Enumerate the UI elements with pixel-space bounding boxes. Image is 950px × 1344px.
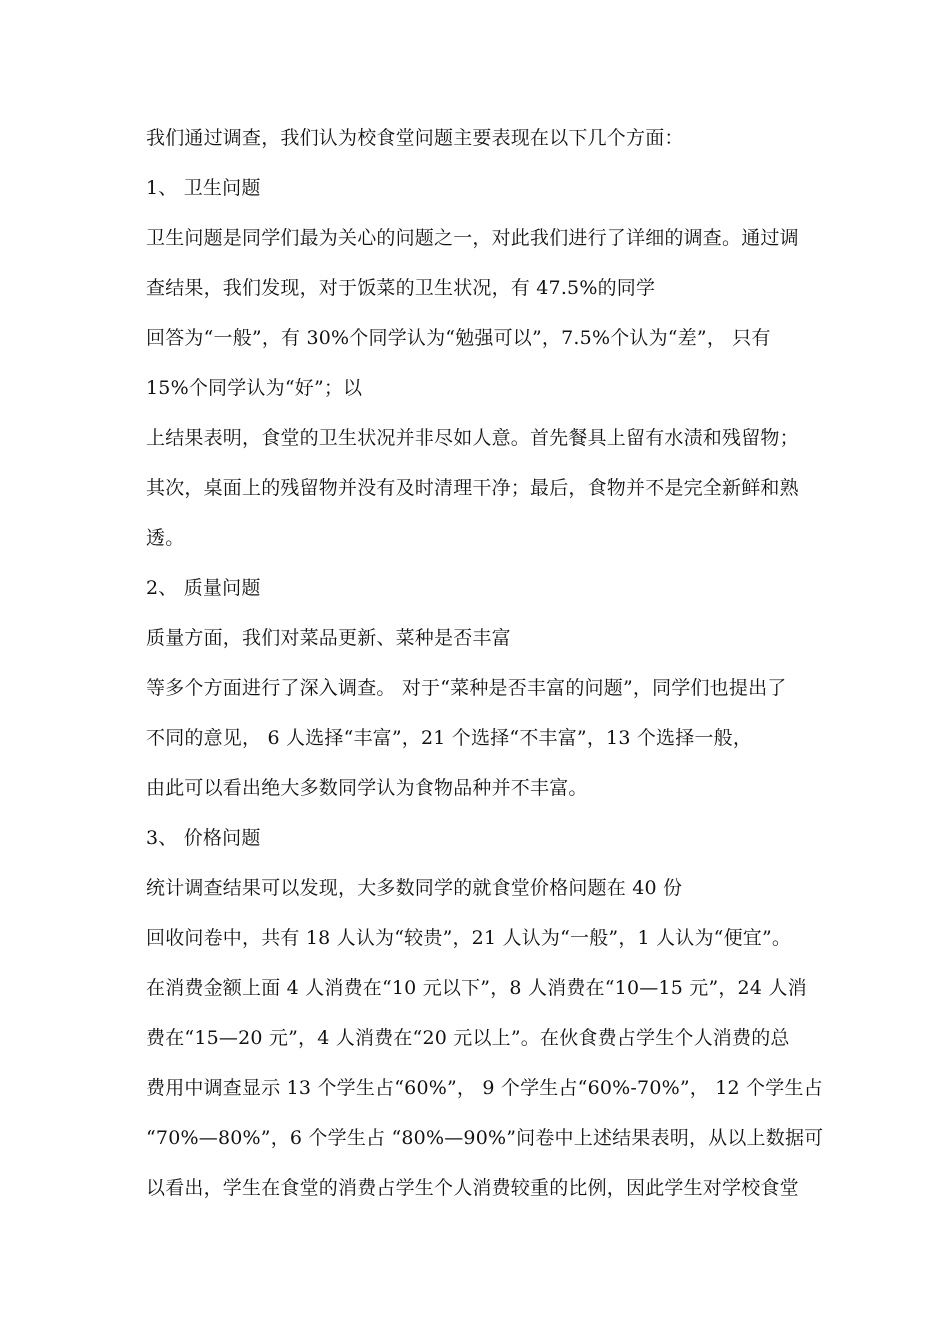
quality-paragraph-line: 质量方面，我们对菜品更新、菜种是否丰富 xyxy=(146,627,511,649)
hygiene-paragraph-line: 15%个同学认为“好”；以 xyxy=(146,377,363,399)
quality-paragraph-line: 等多个方面进行了深入调查。 对于“菜种是否丰富的问题”，同学们也提出了 xyxy=(146,677,787,699)
section-heading-quality: 2、 质量问题 xyxy=(146,577,261,599)
hygiene-paragraph-line: 其次，桌面上的残留物并没有及时清理干净；最后，食物并不是完全新鲜和熟 xyxy=(146,477,799,499)
price-paragraph-line: 在消费金额上面 4 人消费在“10 元以下”，8 人消费在“10—15 元”，24 人消 xyxy=(146,977,807,999)
hygiene-paragraph-line: 查结果，我们发现，对于饭菜的卫生状况，有 47.5%的同学 xyxy=(146,277,656,299)
section-heading-price: 3、 价格问题 xyxy=(146,827,261,849)
hygiene-paragraph-line: 卫生问题是同学们最为关心的问题之一，对此我们进行了详细的调查。通过调 xyxy=(146,227,799,249)
price-paragraph-line: 费在“15—20 元”，4 人消费在“20 元以上”。在伙食费占学生个人消费的总 xyxy=(146,1027,790,1049)
intro-paragraph-line: 我们通过调查，我们认为校食堂问题主要表现在以下几个方面： xyxy=(146,127,684,149)
hygiene-paragraph-line: 透。 xyxy=(146,527,185,549)
section-heading-hygiene: 1、 卫生问题 xyxy=(146,177,261,199)
price-paragraph-line: “70%—80%”，6 个学生占 “80%—90%”问卷中上述结果表明，从以上数据可 xyxy=(146,1127,824,1149)
price-paragraph-line: 以看出，学生在食堂的消费占学生个人消费较重的比例，因此学生对学校食堂 xyxy=(146,1177,799,1199)
price-paragraph-line: 费用中调查显示 13 个学生占“60%”， 9 个学生占“60%-70%”， 12 个学生占 xyxy=(146,1077,823,1099)
quality-paragraph-line: 由此可以看出绝大多数同学认为食物品种并不丰富。 xyxy=(146,777,588,799)
hygiene-paragraph-line: 回答为“一般”，有 30%个同学认为“勉强可以”，7.5%个认为“差”， 只有 xyxy=(146,327,771,349)
hygiene-paragraph-line: 上结果表明，食堂的卫生状况并非尽如人意。首先餐具上留有水渍和残留物； xyxy=(146,427,799,449)
price-paragraph-line: 回收问卷中，共有 18 人认为“较贵”，21 人认为“一般”，1 人认为“便宜”。 xyxy=(146,927,792,949)
price-paragraph-line: 统计调查结果可以发现，大多数同学的就食堂价格问题在 40 份 xyxy=(146,877,683,899)
quality-paragraph-line: 不同的意见， 6 人选择“丰富”，21 个选择“不丰富”，13 个选择一般， xyxy=(146,727,753,749)
